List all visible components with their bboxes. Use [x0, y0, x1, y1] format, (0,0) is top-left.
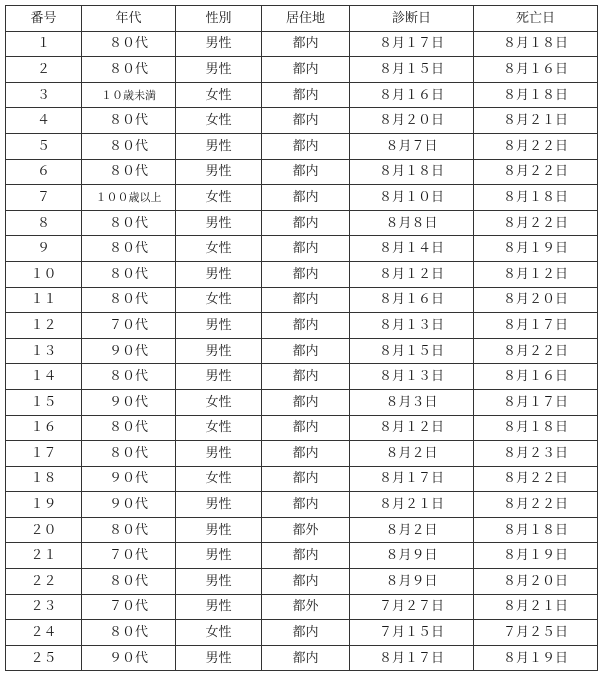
cell-diagnosis-date: ８月１８日	[350, 159, 474, 185]
cell-residence: 都内	[262, 133, 350, 159]
cell-age: ８０代	[82, 517, 176, 543]
table-row	[6, 569, 598, 595]
table-row	[6, 389, 598, 415]
cell-age: １０歳未満	[82, 82, 176, 108]
cell-residence: 都内	[262, 364, 350, 390]
cell-residence: 都内	[262, 31, 350, 57]
cell-number: ３	[6, 82, 82, 108]
cell-sex: 男性	[176, 31, 262, 57]
cell-sex: 男性	[176, 645, 262, 671]
cell-number: １２	[6, 313, 82, 339]
header-age: 年代	[82, 6, 176, 32]
cell-diagnosis-date: ８月９日	[350, 569, 474, 595]
cell-sex: 男性	[176, 492, 262, 518]
cell-sex: 男性	[176, 594, 262, 620]
cell-death-date: ８月１８日	[474, 185, 598, 211]
cell-sex: 女性	[176, 287, 262, 313]
cell-residence: 都内	[262, 236, 350, 262]
cell-number: １０	[6, 261, 82, 287]
cell-number: １３	[6, 338, 82, 364]
cell-number: ４	[6, 108, 82, 134]
cell-sex: 男性	[176, 569, 262, 595]
cell-death-date: ８月２２日	[474, 466, 598, 492]
cell-sex: 男性	[176, 261, 262, 287]
cell-diagnosis-date: ８月９日	[350, 543, 474, 569]
cell-death-date: ８月２２日	[474, 492, 598, 518]
cell-age: ８０代	[82, 441, 176, 467]
cell-number: ５	[6, 133, 82, 159]
table-row	[6, 313, 598, 339]
cell-number: １７	[6, 441, 82, 467]
cell-sex: 女性	[176, 185, 262, 211]
cell-diagnosis-date: ８月７日	[350, 133, 474, 159]
cell-age: ９０代	[82, 338, 176, 364]
cell-death-date: ８月１８日	[474, 82, 598, 108]
table-row	[6, 543, 598, 569]
cell-diagnosis-date: ８月１６日	[350, 287, 474, 313]
cell-residence: 都外	[262, 517, 350, 543]
header-number: 番号	[6, 6, 82, 32]
cell-death-date: ８月１２日	[474, 261, 598, 287]
table-row	[6, 210, 598, 236]
cell-residence: 都内	[262, 415, 350, 441]
cell-diagnosis-date: ８月１０日	[350, 185, 474, 211]
cell-death-date: ８月１７日	[474, 389, 598, 415]
cell-age: １００歳以上	[82, 185, 176, 211]
cell-residence: 都内	[262, 210, 350, 236]
cell-diagnosis-date: ８月８日	[350, 210, 474, 236]
cell-age: ８０代	[82, 261, 176, 287]
cell-residence: 都内	[262, 108, 350, 134]
cell-diagnosis-date: ８月１４日	[350, 236, 474, 262]
cell-diagnosis-date: ８月１７日	[350, 645, 474, 671]
table-header-row	[6, 6, 598, 32]
cell-residence: 都内	[262, 466, 350, 492]
cell-number: ２１	[6, 543, 82, 569]
cell-number: １１	[6, 287, 82, 313]
cell-age: ８０代	[82, 364, 176, 390]
cell-residence: 都内	[262, 261, 350, 287]
cell-diagnosis-date: ８月１３日	[350, 364, 474, 390]
cell-age: ７０代	[82, 543, 176, 569]
header-diagnosis-date: 診断日	[350, 6, 474, 32]
cell-sex: 男性	[176, 364, 262, 390]
cell-sex: 女性	[176, 236, 262, 262]
cell-sex: 女性	[176, 466, 262, 492]
table-row	[6, 108, 598, 134]
cell-age: ９０代	[82, 645, 176, 671]
table-row	[6, 466, 598, 492]
cell-number: ２	[6, 57, 82, 83]
table-row	[6, 185, 598, 211]
cell-death-date: ８月２２日	[474, 159, 598, 185]
header-death-date: 死亡日	[474, 6, 598, 32]
cell-death-date: ８月２１日	[474, 108, 598, 134]
cell-age: ８０代	[82, 108, 176, 134]
cell-number: ２０	[6, 517, 82, 543]
cell-age: ８０代	[82, 620, 176, 646]
cell-residence: 都内	[262, 441, 350, 467]
cell-number: ２３	[6, 594, 82, 620]
cell-age: ７０代	[82, 313, 176, 339]
cell-death-date: ８月２０日	[474, 287, 598, 313]
cell-age: ９０代	[82, 389, 176, 415]
cell-diagnosis-date: ７月２７日	[350, 594, 474, 620]
cell-age: ８０代	[82, 236, 176, 262]
cell-diagnosis-date: ７月１５日	[350, 620, 474, 646]
cell-number: １５	[6, 389, 82, 415]
cell-residence: 都外	[262, 594, 350, 620]
cell-residence: 都内	[262, 389, 350, 415]
cell-death-date: ８月１９日	[474, 543, 598, 569]
cell-diagnosis-date: ８月２０日	[350, 108, 474, 134]
cell-death-date: ８月１８日	[474, 517, 598, 543]
cell-age: ９０代	[82, 466, 176, 492]
cell-diagnosis-date: ８月１７日	[350, 466, 474, 492]
table-row	[6, 492, 598, 518]
cell-number: １６	[6, 415, 82, 441]
cell-death-date: ８月２１日	[474, 594, 598, 620]
table-row	[6, 517, 598, 543]
cell-diagnosis-date: ８月２日	[350, 517, 474, 543]
cell-sex: 女性	[176, 620, 262, 646]
cell-diagnosis-date: ８月１６日	[350, 82, 474, 108]
cell-residence: 都内	[262, 569, 350, 595]
cell-diagnosis-date: ８月２日	[350, 441, 474, 467]
header-sex: 性別	[176, 6, 262, 32]
cell-number: １９	[6, 492, 82, 518]
cell-diagnosis-date: ８月１７日	[350, 31, 474, 57]
cell-number: ６	[6, 159, 82, 185]
header-residence: 居住地	[262, 6, 350, 32]
cell-sex: 男性	[176, 517, 262, 543]
cell-number: ２４	[6, 620, 82, 646]
table-row	[6, 645, 598, 671]
table-row	[6, 133, 598, 159]
table-row	[6, 415, 598, 441]
table-body	[6, 31, 598, 671]
cell-diagnosis-date: ８月１３日	[350, 313, 474, 339]
table-row	[6, 236, 598, 262]
cell-residence: 都内	[262, 543, 350, 569]
cell-residence: 都内	[262, 620, 350, 646]
cell-death-date: ８月１７日	[474, 313, 598, 339]
table-row	[6, 82, 598, 108]
cell-death-date: ８月２３日	[474, 441, 598, 467]
cell-death-date: ８月２２日	[474, 133, 598, 159]
cell-diagnosis-date: ８月１５日	[350, 57, 474, 83]
cell-death-date: ８月１９日	[474, 236, 598, 262]
cell-residence: 都内	[262, 645, 350, 671]
cell-death-date: ８月１９日	[474, 645, 598, 671]
cell-diagnosis-date: ８月２１日	[350, 492, 474, 518]
cell-age: ９０代	[82, 492, 176, 518]
cell-number: ２５	[6, 645, 82, 671]
cell-residence: 都内	[262, 82, 350, 108]
cell-sex: 男性	[176, 133, 262, 159]
cell-age: ８０代	[82, 133, 176, 159]
cell-sex: 女性	[176, 108, 262, 134]
cell-sex: 女性	[176, 82, 262, 108]
table-row	[6, 287, 598, 313]
cell-death-date: ８月１８日	[474, 415, 598, 441]
cell-death-date: ７月２５日	[474, 620, 598, 646]
table-row	[6, 57, 598, 83]
cell-residence: 都内	[262, 287, 350, 313]
cases-table	[5, 5, 598, 671]
cell-age: ８０代	[82, 210, 176, 236]
cell-sex: 男性	[176, 441, 262, 467]
cell-number: １４	[6, 364, 82, 390]
cell-residence: 都内	[262, 159, 350, 185]
cell-diagnosis-date: ８月３日	[350, 389, 474, 415]
cell-diagnosis-date: ８月１２日	[350, 261, 474, 287]
cell-death-date: ８月１６日	[474, 364, 598, 390]
cell-death-date: ８月２０日	[474, 569, 598, 595]
cell-residence: 都内	[262, 185, 350, 211]
table-row	[6, 159, 598, 185]
cell-number: ７	[6, 185, 82, 211]
cell-number: ８	[6, 210, 82, 236]
cell-death-date: ８月２２日	[474, 338, 598, 364]
cell-diagnosis-date: ８月１５日	[350, 338, 474, 364]
cell-residence: 都内	[262, 313, 350, 339]
cell-residence: 都内	[262, 338, 350, 364]
cell-sex: 男性	[176, 210, 262, 236]
cell-sex: 男性	[176, 57, 262, 83]
cell-residence: 都内	[262, 57, 350, 83]
cell-age: ８０代	[82, 57, 176, 83]
cell-number: ２２	[6, 569, 82, 595]
cell-number: ９	[6, 236, 82, 262]
cell-sex: 女性	[176, 415, 262, 441]
table-row	[6, 620, 598, 646]
table-row	[6, 261, 598, 287]
cell-sex: 男性	[176, 159, 262, 185]
cell-age: ８０代	[82, 569, 176, 595]
table-row	[6, 441, 598, 467]
cell-sex: 男性	[176, 313, 262, 339]
cell-number: １	[6, 31, 82, 57]
cell-number: １８	[6, 466, 82, 492]
table-row	[6, 31, 598, 57]
cell-age: ８０代	[82, 415, 176, 441]
cell-age: ８０代	[82, 159, 176, 185]
table-row	[6, 594, 598, 620]
cell-sex: 男性	[176, 543, 262, 569]
cell-residence: 都内	[262, 492, 350, 518]
cell-sex: 女性	[176, 389, 262, 415]
cell-age: ７０代	[82, 594, 176, 620]
cell-age: ８０代	[82, 31, 176, 57]
cell-diagnosis-date: ８月１２日	[350, 415, 474, 441]
cell-death-date: ８月１６日	[474, 57, 598, 83]
cell-death-date: ８月１８日	[474, 31, 598, 57]
cell-age: ８０代	[82, 287, 176, 313]
cell-death-date: ８月２２日	[474, 210, 598, 236]
cell-sex: 男性	[176, 338, 262, 364]
table-row	[6, 338, 598, 364]
table-row	[6, 364, 598, 390]
